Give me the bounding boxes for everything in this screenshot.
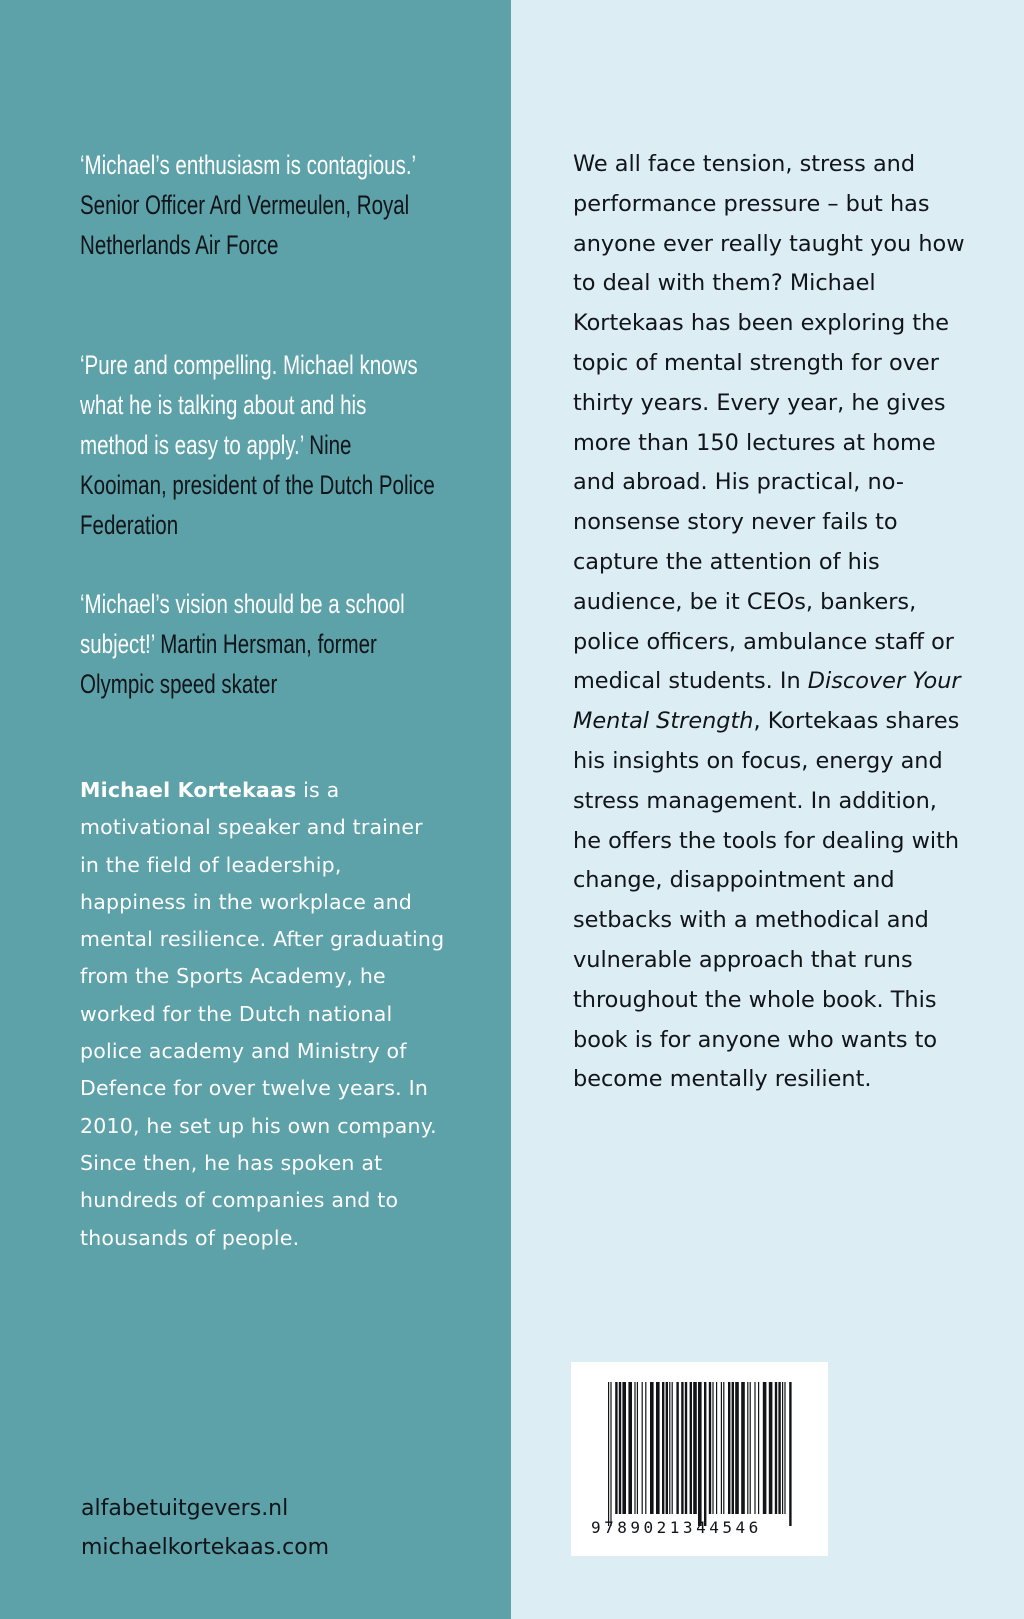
- book-title: Discover Your Mental Strength: [573, 668, 961, 735]
- testimonial: [80, 584, 437, 704]
- barcode-bar: [723, 1382, 724, 1514]
- barcode-bar: [754, 1382, 755, 1514]
- description-text: We all face tension, stress and performance pressure – but has anyone ever really taught you how to deal with them? Michael Kortekaas has been exploring the topic of mental strength for over thirty years. Every year, he gives more than 150 lectures at home and abroad. His practical, no-nonsense story never fails to capture the attention of his audience, be it CEOs, bankers, police officers, ambulance staff or medical students. In: [573, 151, 965, 695]
- barcode-bar: [669, 1382, 670, 1514]
- barcode-bar: [610, 1382, 611, 1526]
- testimonial-attribution: Nine Kooiman, president of the Dutch Police Federation: [80, 430, 435, 540]
- barcode-bar: [608, 1382, 609, 1526]
- author-website: michaelkortekaas.com: [81, 1535, 330, 1560]
- barcode-bar: [693, 1382, 697, 1514]
- barcode-bar: [775, 1382, 777, 1514]
- barcode-bar: [782, 1382, 783, 1514]
- barcode-bar: [681, 1382, 683, 1514]
- barcode-bar: [789, 1382, 791, 1526]
- testimonial-attribution: Martin Hersman, former Olympic speed skater: [80, 629, 377, 699]
- barcode-bar: [650, 1382, 654, 1514]
- testimonial-quote: ‘Michael’s enthusiasm is contagious.’: [80, 150, 416, 180]
- barcode-bar: [690, 1382, 692, 1514]
- testimonial: [80, 345, 437, 545]
- description-text-continued: , Kortekaas shares his insights on focus, energy and stress management. In addition, he offers the tools for dealing with change, disappointment and setbacks with a methodical and vulnerable approach that runs throughout the whole book. This book is for anyone who wants to become mentally resilient.: [573, 708, 960, 1093]
- barcode-bar: [634, 1382, 635, 1514]
- barcode-bar: [637, 1382, 638, 1514]
- barcode-bar: [728, 1382, 730, 1514]
- barcode-bar: [769, 1382, 773, 1514]
- testimonial: [80, 145, 437, 265]
- barcode-bar: [645, 1382, 646, 1514]
- author-name: Michael Kortekaas: [80, 778, 297, 802]
- barcode-bar: [778, 1382, 780, 1514]
- barcode-bar: [732, 1382, 734, 1514]
- barcode-bar: [628, 1382, 632, 1514]
- barcode-bar: [615, 1382, 617, 1514]
- barcode-bar: [666, 1382, 668, 1514]
- barcode-bar: [721, 1382, 722, 1514]
- barcode-bar: [698, 1382, 702, 1526]
- author-bio: [80, 772, 445, 1257]
- barcode-bar: [758, 1382, 759, 1514]
- barcode-bar: [784, 1382, 785, 1514]
- barcode-bar: [672, 1382, 673, 1514]
- barcode-bar: [747, 1382, 748, 1514]
- barcode-bar: [750, 1382, 751, 1514]
- barcode-bar: [712, 1382, 713, 1514]
- barcode-bar: [676, 1382, 678, 1514]
- barcode-bar: [709, 1382, 711, 1514]
- barcode-bar: [763, 1382, 767, 1514]
- barcode-bar: [656, 1382, 660, 1514]
- publisher-website: alfabetuitgevers.nl: [81, 1496, 289, 1521]
- barcode-bar: [662, 1382, 664, 1514]
- barcode-number: 9789021344546: [591, 1518, 762, 1537]
- barcode-bar: [741, 1382, 745, 1514]
- barcode-bar: [716, 1382, 717, 1514]
- author-bio-text: is a motivational speaker and trainer in the field of leadership, happiness in the workplace and mental resilience. After graduating from the Sports Academy, he worked for the Dutch national police academy and Ministry of Defence for over twelve years. In 2010, he set up his own company. Since then, he has spoken at hundreds of companies and to thousands of people.: [80, 778, 445, 1250]
- barcode-bar: [619, 1382, 621, 1514]
- testimonial-quote: ‘Pure and compelling. Michael knows what he is talking about and his method is easy to apply.’: [80, 350, 418, 460]
- barcode-bar: [704, 1382, 706, 1526]
- testimonial-quote: ‘Michael’s vision should be a school subject!’: [80, 589, 405, 659]
- barcode-bar: [642, 1382, 643, 1514]
- book-description: [573, 145, 968, 1100]
- barcode-bar: [685, 1382, 687, 1514]
- barcode: [571, 1362, 828, 1556]
- barcode-bar: [622, 1382, 626, 1514]
- testimonial-attribution: Senior Officer Ard Vermeulen, Royal Netherlands Air Force: [80, 190, 410, 260]
- barcode-bar: [735, 1382, 739, 1514]
